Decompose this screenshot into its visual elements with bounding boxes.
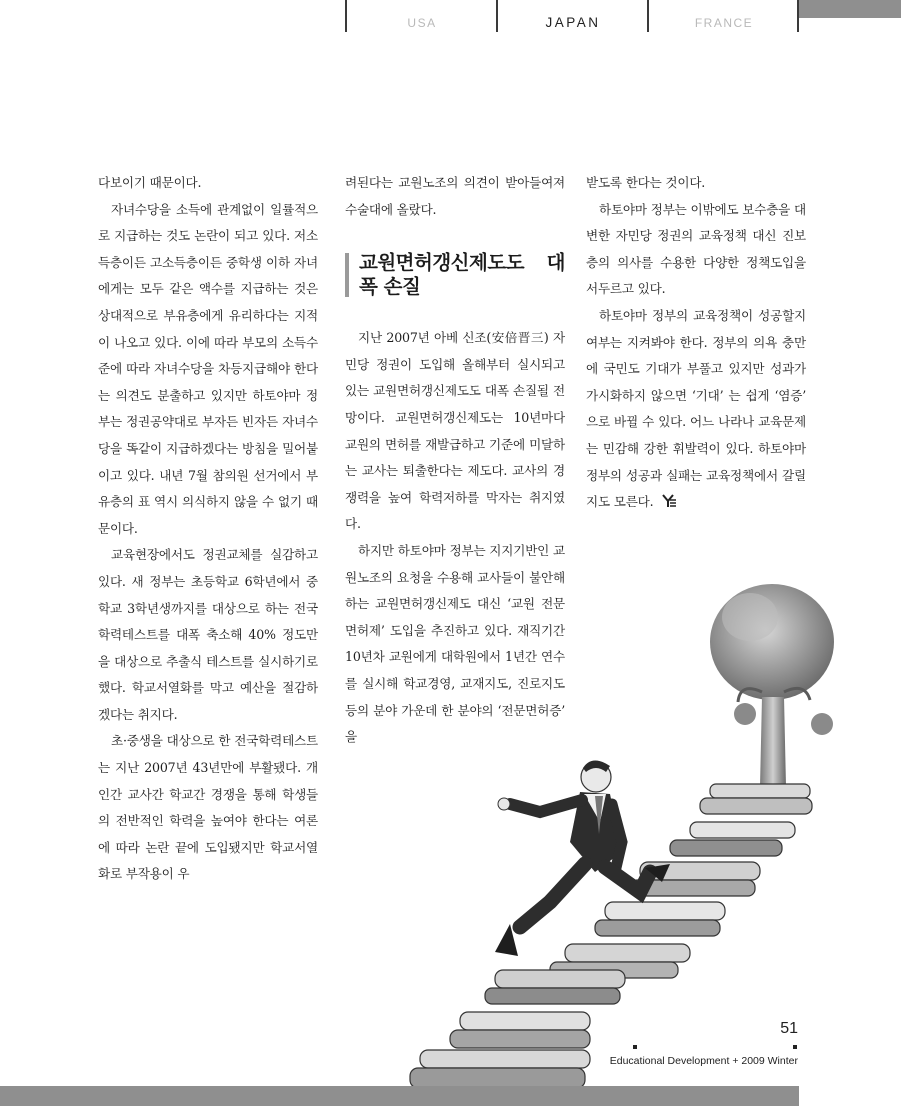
header-gray-bar [799, 0, 901, 18]
paragraph: 지난 2007년 아베 신조(安倍晋三) 자민당 정권이 도입해 올해부터 실시되고 있는 교원면허갱신제도도 대폭 손질될 전망이다. 교원면허갱신제도는 10년마다 교원의 면허를 재발급하고 기준에 미달하는 교사는 퇴출한다는 제도다. 교사의 경쟁력을 높여 학력저하를 막자는 취지였다. [345, 330, 565, 532]
paragraph: 다보이기 때문이다. [98, 175, 202, 190]
end-mark-icon [661, 494, 677, 508]
illustration-man-climbing-books [400, 572, 840, 1092]
paragraph: 하지만 하토야마 정부는 지지기반인 교원노조의 요청을 수용해 교사들이 불안해 하는 교원면허갱신제도 대신 ‘교원 전문면허제’ 도입을 추진하고 있다. 재직기간 10년차 교원에게 대학원에서 1년간 연수를 실시해 학교경영, 교재지도, 진로지도 등의 분야 가운데 한 분야의 ‘전문면허증’ 을 [345, 542, 565, 745]
footer-square-right [793, 1045, 797, 1049]
paragraph: 려된다는 교원노조의 의견이 받아들여져 수술대에 올랐다. [345, 175, 565, 217]
paragraph-text: 하토야마 정부의 교육정책이 성공할지 여부는 지켜봐야 한다. 정부의 의욕 충만에 국민도 기대가 부풀고 있지만 성과가 가시화하지 않으면 ‘기대’ 는 쉽게 ‘염증’ 으로 바뀔 수 있다. 어느 나라나 교육문제는 민감해 강한 휘발력이 있다. 하토야마 정부의 성공과 실패는 교육정책에서 갈릴지도 모른다. [586, 307, 806, 510]
paragraph: 자녀수당을 소득에 관계없이 일률적으로 지급하는 것도 논란이 되고 있다. 저소득층이든 고소득층이든 중학생 이하 자녀에게는 모두 같은 액수를 지급하는 것은 상대적으로 부유층에게 유리하다는 지적이 나오고 있다. 이에 따라 부모의 소득수준에 따라 자녀수당을 차등지급해야 한다는 의견도 분출하고 있지만 하토야마 정부는 정권공약대로 부자든 빈자든 자녀수당을 똑같이 지급하겠다는 방침을 밀어붙이고 있다. 내년 7월 참의원 선거에서 부유층의 표 역시 의식하지 않을 수 없기 때문이다. [98, 201, 318, 536]
page-number: 51 [780, 1020, 798, 1037]
section-heading: 교원면허갱신제도도 대폭 손질 [345, 251, 565, 299]
text-column-1 [98, 170, 318, 888]
text-column-3 [586, 170, 806, 516]
tab-usa[interactable]: USA [345, 0, 497, 32]
footer-publication: Educational Development + 2009 Winter [609, 1055, 798, 1067]
paragraph [586, 303, 806, 516]
footer-square-left [633, 1045, 637, 1049]
tab-france[interactable]: FRANCE [647, 0, 799, 32]
tab-japan[interactable]: JAPAN [496, 0, 648, 32]
paragraph: 하토야마 정부는 이밖에도 보수층을 대변한 자민당 정권의 교육정책 대신 진보층의 의사를 수용한 다양한 정책도입을 서두르고 있다. [586, 201, 806, 297]
paragraph: 교육현장에서도 정권교체를 실감하고 있다. 새 정부는 초등학교 6학년에서 중학교 3학년생까지를 대상으로 하는 전국 학력테스트를 대폭 축소해 40% 정도만을 대상으로 추출식 테스트를 실시하기로 했다. 학교서열화를 막고 예산을 절감하겠다는 취지다. [98, 547, 318, 722]
paragraph: 받도록 한다는 것이다. [586, 175, 706, 190]
section-nav [345, 0, 901, 32]
footer-gray-bar [0, 1086, 799, 1106]
paragraph: 초·중생을 대상으로 한 전국학력테스트는 지난 2007년 43년만에 부활됐다. 개인간 교사간 학교간 경쟁을 통해 학생들의 전반적인 학력을 높여야 한다는 여론에 따라 논란 끝에 도입됐지만 학교서열화로 부작용이 우 [98, 733, 318, 882]
